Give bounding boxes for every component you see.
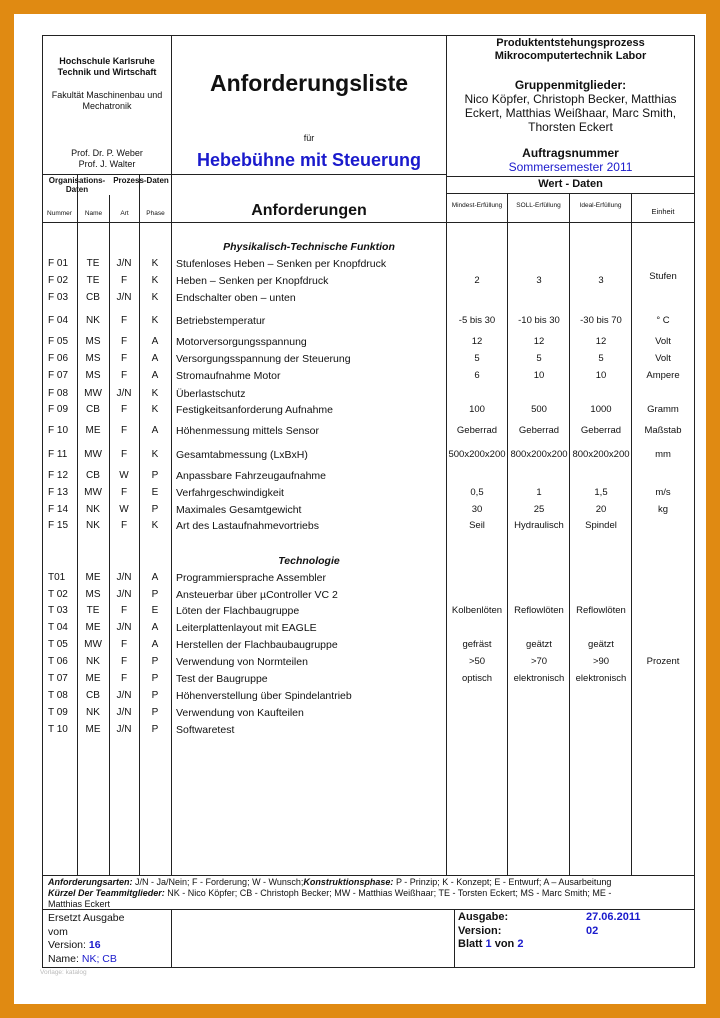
cell-unit: kg: [657, 504, 669, 515]
cell-soll: >70: [530, 656, 548, 667]
cell-art: J/N: [116, 292, 132, 303]
cell-phase: A: [151, 370, 159, 381]
cell-desc: Löten der Flachbaugruppe: [176, 605, 300, 617]
cell-min: 5: [474, 353, 480, 364]
cell-min: 2: [474, 275, 480, 286]
university-name: Hochschule Karlsruhe Technik und Wirtschaft: [57, 56, 157, 77]
col-min: Mindest-Erfüllung: [451, 202, 503, 209]
cell-desc: Softwaretest: [176, 724, 235, 736]
cell-phase: P: [151, 504, 159, 515]
cell-name: MS: [85, 353, 101, 364]
cell-desc: Herstellen der Flachbaubaugruppe: [176, 639, 338, 651]
cell-name: MW: [84, 388, 102, 399]
cell-soll: -10 bis 30: [518, 315, 560, 326]
cell-name: ME: [85, 572, 101, 583]
cell-soll: 3: [536, 275, 542, 286]
project-title: Hebebühne mit Steuerung: [196, 150, 421, 170]
cell-nr: F 02: [48, 275, 69, 286]
cell-soll: 1: [536, 487, 542, 498]
cell-name: MW: [84, 449, 102, 460]
cell-ideal: 1,5: [594, 487, 608, 498]
cell-art: F: [120, 425, 128, 436]
cell-art: F: [120, 275, 128, 286]
cell-unit: Stufen: [649, 271, 677, 282]
cell-desc: Gesamtabmessung (LxBxH): [176, 449, 308, 461]
cell-desc: Höhenverstellung über Spindelantrieb: [176, 690, 352, 702]
value-data-header: Wert - Daten: [538, 178, 603, 190]
cell-min: 30: [471, 504, 483, 515]
semester: Sommersemester 2011: [508, 160, 633, 174]
issue-info: Ausgabe: Version: Blatt 1 von 2: [458, 911, 524, 950]
cell-name: MS: [85, 370, 101, 381]
cell-name: CB: [86, 292, 100, 303]
watermark: Vorlage: katalog: [40, 969, 87, 976]
section-technology: Technologie: [278, 555, 340, 567]
cell-min: optisch: [461, 673, 493, 684]
cell-name: ME: [85, 425, 101, 436]
cell-art: J/N: [116, 589, 132, 600]
cell-name: MS: [85, 336, 101, 347]
cell-min: 100: [469, 404, 485, 415]
cell-art: J/N: [116, 724, 132, 735]
cell-soll: 5: [536, 353, 542, 364]
cell-ideal: 10: [595, 370, 607, 381]
cell-min: Kolbenlöten: [451, 605, 503, 616]
cell-art: W: [119, 470, 129, 481]
cell-phase: P: [151, 724, 159, 735]
cell-art: F: [120, 353, 128, 364]
cell-art: J/N: [116, 622, 132, 633]
faculty-name: Fakultät Maschinenbau und Mechatronik: [51, 90, 163, 111]
cell-soll: 500: [531, 404, 547, 415]
cell-name: TE: [86, 605, 100, 616]
cell-min: 0,5: [470, 487, 484, 498]
cell-desc: Verfahrgeschwindigkeit: [176, 487, 284, 499]
col-phase: Phase: [146, 210, 165, 217]
legend: Anforderungsarten: J/N - Ja/Nein; F - Forderung; W - Wunsch;Konstruktionsphase: P - Prinzip; K - Konzept; E - Entwurf; A – Ausarbeitung Kürzel Der Teammitglieder: NK - Nico Köpfer; CB - Christoph Becker; MW - Matthias Weißhaar; TE - Torsten Eckert; MS - Marc Smith; ME - Matthias Eckert: [48, 877, 612, 909]
cell-soll: geätzt: [526, 639, 552, 650]
section-physical: Physikalisch-Technische Funktion: [223, 241, 395, 253]
cell-phase: K: [151, 520, 159, 531]
cell-nr: T 10: [48, 724, 68, 735]
cell-phase: K: [151, 292, 159, 303]
cell-desc: Heben – Senken per Knopfdruck: [176, 275, 329, 287]
cell-art: F: [120, 449, 128, 460]
cell-name: TE: [86, 275, 100, 286]
cell-name: ME: [85, 673, 101, 684]
replaces-edition: Ersetzt Ausgabe vom Version: 16 Name: NK; CB: [48, 912, 125, 965]
cell-ideal: 5: [598, 353, 604, 364]
col-soll: SOLL-Erfüllung: [516, 202, 561, 209]
cell-soll: Reflowlöten: [514, 605, 564, 616]
cell-nr: F 07: [48, 370, 69, 381]
cell-desc: Höhenmessung mittels Sensor: [176, 425, 319, 437]
col-art: Art: [120, 210, 129, 217]
cell-min: Geberrad: [456, 425, 498, 436]
cell-phase: K: [151, 388, 159, 399]
cell-min: >50: [468, 656, 486, 667]
for-label: für: [303, 133, 315, 143]
cell-soll: elektronisch: [513, 673, 565, 684]
cell-phase: P: [151, 690, 159, 701]
col-number: Nummer: [47, 210, 72, 217]
cell-phase: K: [151, 404, 159, 415]
col-name: Name: [84, 210, 103, 217]
professors: Prof. Dr. P. Weber Prof. J. Walter: [71, 148, 143, 169]
cell-min: -5 bis 30: [458, 315, 496, 326]
cell-phase: K: [151, 275, 159, 286]
cell-phase: A: [151, 353, 159, 364]
cell-nr: F 06: [48, 353, 69, 364]
cell-desc: Stufenloses Heben – Senken per Knopfdruck: [176, 258, 387, 270]
cell-phase: K: [151, 315, 159, 326]
cell-nr: F 12: [48, 470, 69, 481]
cell-art: J/N: [116, 258, 132, 269]
cell-nr: F 03: [48, 292, 69, 303]
cell-ideal: 800x200x200: [572, 449, 630, 460]
process-title: Produktentstehungsprozess Mikrocomputertechnik Labor: [494, 37, 647, 62]
cell-min: 12: [471, 336, 483, 347]
cell-nr: T 06: [48, 656, 68, 667]
cell-phase: E: [151, 487, 159, 498]
cell-name: TE: [86, 258, 100, 269]
cell-art: F: [120, 639, 128, 650]
cell-desc: Motorversorgungsspannung: [176, 336, 307, 348]
cell-name: ME: [85, 724, 101, 735]
cell-unit: Maßstab: [644, 425, 682, 436]
cell-nr: F 15: [48, 520, 69, 531]
cell-art: J/N: [116, 690, 132, 701]
org-data-header: Organisations-Daten: [48, 176, 106, 194]
cell-nr: F 09: [48, 404, 69, 415]
cell-art: F: [120, 520, 128, 531]
cell-desc: Maximales Gesamtgewicht: [176, 504, 302, 516]
cell-ideal: elektronisch: [575, 673, 627, 684]
cell-soll: 10: [533, 370, 545, 381]
cell-soll: Hydraulisch: [514, 520, 564, 531]
cell-nr: T01: [48, 572, 66, 583]
cell-name: ME: [85, 622, 101, 633]
cell-name: NK: [86, 520, 100, 531]
cell-unit: m/s: [655, 487, 671, 498]
cell-desc: Anpassbare Fahrzeugaufnahme: [176, 470, 327, 482]
cell-unit: mm: [655, 449, 671, 460]
cell-nr: F 08: [48, 388, 69, 399]
issue-values: 27.06.2011 02: [586, 911, 641, 937]
cell-ideal: >90: [592, 656, 610, 667]
cell-name: NK: [86, 504, 100, 515]
cell-name: MW: [84, 639, 102, 650]
cell-art: F: [120, 370, 128, 381]
cell-min: Seil: [469, 520, 485, 531]
cell-desc: Programmiersprache Assembler: [176, 572, 326, 584]
cell-nr: F 14: [48, 504, 69, 515]
cell-unit: ° C: [656, 315, 670, 326]
document-title: Anforderungsliste: [209, 70, 409, 96]
cell-nr: T 07: [48, 673, 68, 684]
cell-name: CB: [86, 470, 100, 481]
col-ideal: Ideal-Erfüllung: [579, 202, 622, 209]
cell-art: F: [120, 315, 128, 326]
cell-desc: Festigkeitsanforderung Aufnahme: [176, 404, 334, 416]
cell-unit: Ampere: [646, 370, 680, 381]
cell-unit: Prozent: [646, 656, 680, 667]
cell-art: F: [120, 605, 128, 616]
cell-name: MS: [85, 589, 101, 600]
cell-ideal: 20: [595, 504, 607, 515]
cell-min: 500x200x200: [448, 449, 506, 460]
cell-ideal: Reflowlöten: [576, 605, 626, 616]
cell-ideal: geätzt: [588, 639, 614, 650]
cell-art: J/N: [116, 707, 132, 718]
cell-desc: Verwendung von Kaufteilen: [176, 707, 304, 719]
cell-desc: Stromaufnahme Motor: [176, 370, 281, 382]
cell-art: F: [120, 336, 128, 347]
cell-ideal: Spindel: [585, 520, 617, 531]
cell-unit: Gramm: [647, 404, 679, 415]
cell-name: NK: [86, 315, 100, 326]
cell-unit: Volt: [655, 353, 671, 364]
cell-ideal: Geberrad: [580, 425, 622, 436]
cell-min: 6: [474, 370, 480, 381]
cell-phase: A: [151, 425, 159, 436]
order-number-label: Auftragsnummer: [522, 146, 619, 160]
cell-art: F: [120, 673, 128, 684]
cell-name: NK: [86, 707, 100, 718]
cell-name: NK: [86, 656, 100, 667]
cell-desc: Ansteuerbar über µController VC 2: [176, 589, 338, 601]
cell-nr: T 05: [48, 639, 68, 650]
cell-art: W: [119, 504, 129, 515]
cell-nr: T 04: [48, 622, 68, 633]
cell-nr: T 08: [48, 690, 68, 701]
cell-nr: F 01: [48, 258, 69, 269]
cell-unit: Volt: [655, 336, 671, 347]
cell-nr: F 04: [48, 315, 69, 326]
cell-phase: E: [151, 605, 159, 616]
cell-name: CB: [86, 690, 100, 701]
cell-phase: P: [151, 673, 159, 684]
cell-ideal: 3: [598, 275, 604, 286]
cell-name: MW: [84, 487, 102, 498]
cell-phase: K: [151, 449, 159, 460]
cell-nr: F 05: [48, 336, 69, 347]
cell-desc: Betriebstemperatur: [176, 315, 266, 327]
cell-ideal: -30 bis 70: [580, 315, 622, 326]
cell-soll: 12: [533, 336, 545, 347]
cell-art: J/N: [116, 572, 132, 583]
cell-phase: P: [151, 707, 159, 718]
cell-phase: P: [151, 589, 159, 600]
cell-desc: Leiterplattenlayout mit EAGLE: [176, 622, 317, 634]
cell-soll: 25: [533, 504, 545, 515]
group-members-label: Gruppenmitglieder:: [514, 78, 627, 92]
cell-soll: Geberrad: [518, 425, 560, 436]
cell-art: J/N: [116, 388, 132, 399]
cell-desc: Versorgungsspannung der Steuerung: [176, 353, 351, 365]
group-members: Nico Köpfer, Christoph Becker, Matthias Eckert, Matthias Weißhaar, Marc Smith, Thorsten Eckert: [464, 92, 677, 134]
cell-phase: A: [151, 336, 159, 347]
cell-art: F: [120, 404, 128, 415]
cell-desc: Art des Lastaufnahmevortriebs: [176, 520, 319, 532]
cell-nr: T 02: [48, 589, 68, 600]
cell-phase: A: [151, 622, 159, 633]
requirements-header: Anforderungen: [251, 202, 367, 219]
cell-ideal: 12: [595, 336, 607, 347]
cell-phase: P: [151, 656, 159, 667]
cell-phase: K: [151, 258, 159, 269]
cell-ideal: 1000: [590, 404, 612, 415]
cell-nr: T 09: [48, 707, 68, 718]
cell-phase: A: [151, 572, 159, 583]
cell-nr: T 03: [48, 605, 68, 616]
cell-desc: Verwendung von Normteilen: [176, 656, 308, 668]
cell-art: F: [120, 487, 128, 498]
cell-soll: 800x200x200: [510, 449, 568, 460]
cell-art: F: [120, 656, 128, 667]
process-data-header: Prozess-Daten: [113, 176, 169, 185]
cell-desc: Überlastschutz: [176, 388, 246, 400]
cell-nr: F 13: [48, 487, 69, 498]
cell-phase: P: [151, 470, 159, 481]
cell-desc: Test der Baugruppe: [176, 673, 268, 685]
cell-min: gefräst: [462, 639, 492, 650]
cell-name: CB: [86, 404, 100, 415]
cell-desc: Endschalter oben – unten: [176, 292, 296, 304]
cell-nr: F 11: [48, 449, 68, 460]
cell-nr: F 10: [48, 425, 69, 436]
col-unit: Einheit: [651, 207, 675, 216]
cell-phase: A: [151, 639, 159, 650]
